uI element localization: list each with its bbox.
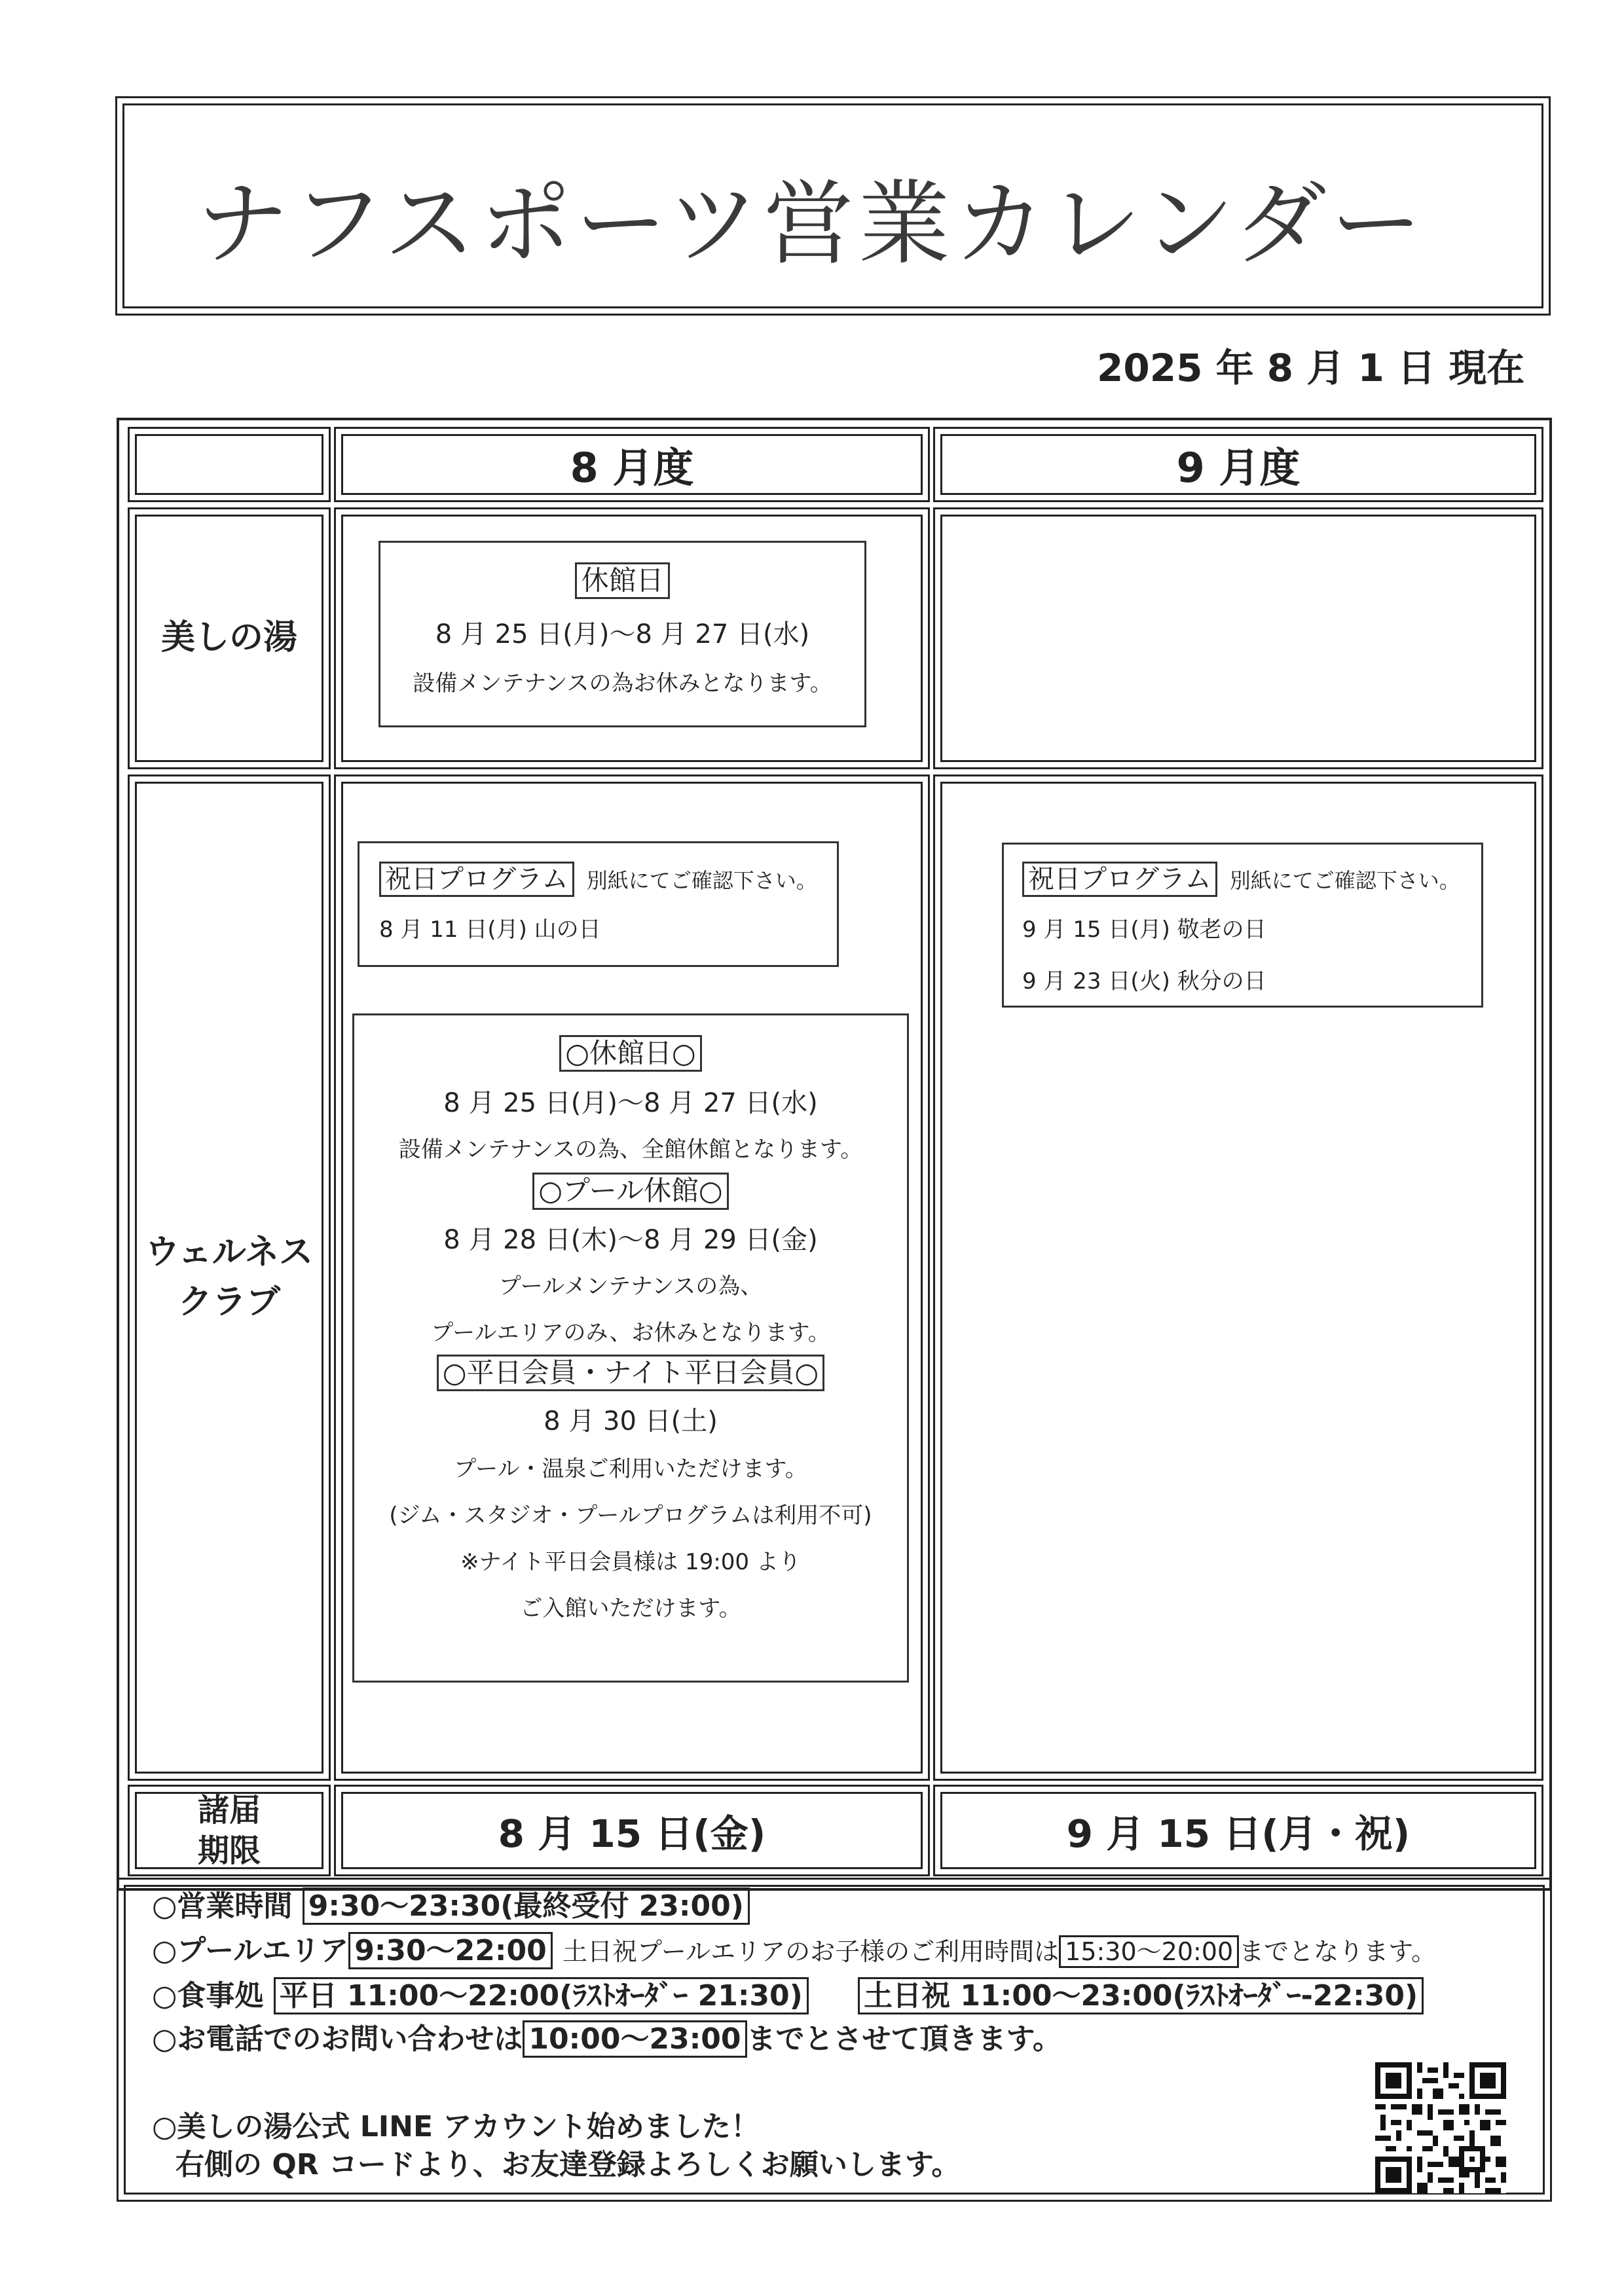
weekday-member-note-4: ご入館いただけます。: [520, 1595, 741, 1622]
header-corner: [128, 427, 331, 502]
as-of-date: 2025 年 8 月 1 日 現在: [1097, 346, 1525, 390]
pool-value: 9:30～22:00: [348, 1932, 553, 1969]
cell-bi-no-yu-september: [933, 507, 1543, 769]
row-label-deadline: [128, 1785, 331, 1876]
restaurant-hours-line: [152, 1972, 1424, 2014]
phone-value: 10:00～23:00: [523, 2020, 747, 2058]
full-closure-dates: 8 月 25 日(月)～8 月 27 日(水): [443, 1088, 818, 1119]
phone-suffix: までとさせて頂きます。: [747, 2022, 1062, 2056]
bi-no-yu-closure-box: [378, 541, 866, 727]
full-closure-tag: ○休館日○: [559, 1035, 701, 1072]
holiday-program-tag: 祝日プログラム: [1022, 862, 1217, 897]
holiday-program-tag: 祝日プログラム: [379, 862, 574, 897]
pool-closure-note-2: プールエリアのみ、お休みとなります。: [431, 1319, 830, 1346]
closed-note: 設備メンテナンスの為お休みとなります。: [413, 670, 832, 697]
pool-kids-suffix: までとなります。: [1239, 1937, 1437, 1966]
holiday-date-2: 9 月 23 日(火) 秋分の日: [1022, 968, 1266, 994]
full-closure-note: 設備メンテナンスの為、全館休館となります。: [398, 1137, 863, 1163]
food-weekend: 土日祝 11:00～23:00(ﾗｽﾄｵｰﾀﾞｰ-22:30): [858, 1977, 1424, 2014]
business-hours-line: [152, 1882, 750, 1924]
pool-closure-dates: 8 月 28 日(木)～8 月 29 日(金): [443, 1224, 818, 1255]
row-label-wellness: [128, 774, 331, 1781]
pool-hours-line: [152, 1927, 1436, 1969]
food-label: ○食事処: [152, 1979, 264, 2013]
deadline-september: 9 月 15 日(月・祝): [933, 1785, 1543, 1876]
closed-dates: 8 月 25 日(月)～8 月 27 日(水): [435, 619, 810, 650]
weekday-member-tag: ○平日会員・ナイト平日会員○: [437, 1355, 824, 1391]
row-label-line1: ウェルネス: [145, 1233, 314, 1273]
closed-tag: 休館日: [575, 562, 669, 599]
header-august: 8 月度: [334, 427, 930, 502]
holiday-program-note: 別紙にてご確認下さい。: [586, 868, 817, 893]
hours-label: ○営業時間: [152, 1889, 293, 1923]
row-label-line2: クラブ: [177, 1282, 280, 1322]
line-account-text-2: 右側の QR コードより、お友達登録よろしくお願いします。: [175, 2148, 961, 2181]
sep-holiday-program-box: [1002, 843, 1483, 1008]
aug-closure-details-box: [352, 1013, 909, 1683]
weekday-member-note-2: (ジム・スタジオ・プールプログラムは利用不可): [389, 1503, 872, 1529]
pool-kids-text: 土日祝プールエリアのお子様のご利用時間は: [563, 1937, 1060, 1966]
header-september: 9 月度: [933, 427, 1543, 502]
holiday-date-1: 8 月 11 日(月) 山の日: [379, 917, 601, 943]
pool-label: ○プールエリア: [152, 1934, 349, 1967]
row-label-line2: 期限: [197, 1832, 261, 1869]
phone-prefix: ○お電話でのお問い合わせは: [152, 2022, 523, 2056]
pool-kids-value: 15:30～20:00: [1059, 1935, 1239, 1968]
page-title: ナフスポーツ営業カレンダー: [196, 171, 1426, 278]
weekday-member-note-3: ※ナイト平日会員様は 19:00 より: [460, 1549, 801, 1576]
deadline-august: 8 月 15 日(金): [334, 1785, 930, 1876]
hours-value: 9:30～23:30(最終受付 23:00): [303, 1887, 750, 1925]
row-label-line1: 諸届: [197, 1791, 261, 1829]
aug-holiday-program-box: [358, 841, 839, 967]
pool-closure-note-1: プールメンテナンスの為、: [498, 1273, 763, 1300]
weekday-member-note-1: プール・温泉ご利用いただけます。: [454, 1456, 807, 1483]
qr-code-icon[interactable]: [1375, 2062, 1506, 2193]
phone-hours-line: [152, 2015, 1061, 2057]
food-weekday: 平日 11:00～22:00(ﾗｽﾄｵｰﾀﾞｰ 21:30): [274, 1977, 809, 2014]
weekday-member-date: 8 月 30 日(土): [544, 1406, 718, 1437]
holiday-date-1: 9 月 15 日(月) 敬老の日: [1022, 917, 1266, 943]
holiday-program-note: 別紙にてご確認下さい。: [1229, 868, 1460, 893]
row-label-text: 美しの湯: [160, 618, 297, 658]
pool-closure-tag: ○プール休館○: [532, 1173, 728, 1209]
row-label-bi-no-yu: [128, 507, 331, 769]
line-account-text-1: ○美しの湯公式 LINE アカウント始めました！: [152, 2110, 760, 2143]
